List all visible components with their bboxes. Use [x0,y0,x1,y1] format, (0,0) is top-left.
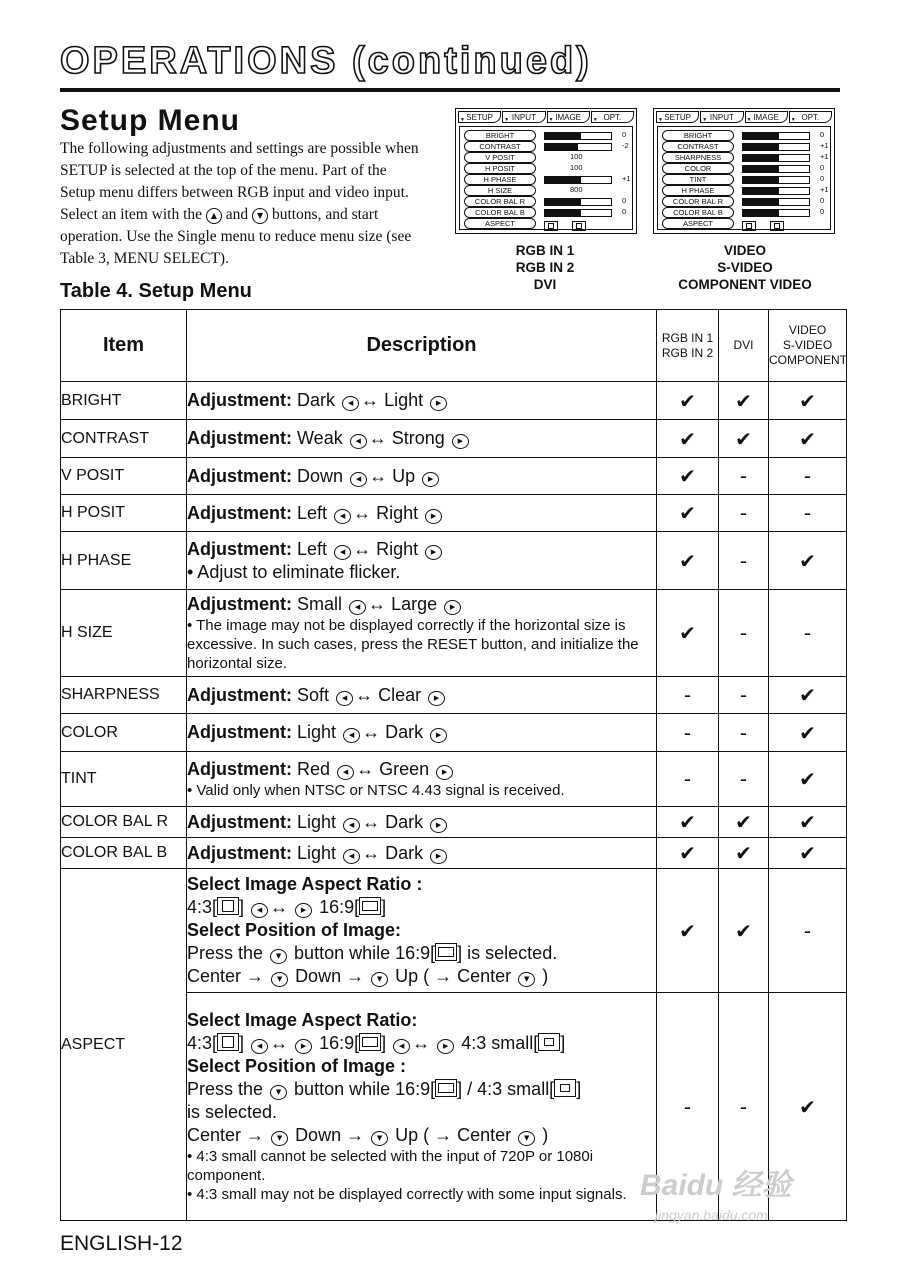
video-cell: - [769,590,847,677]
menu-row-value: 0 [622,196,627,205]
menu-row-bar-fill [743,199,779,205]
table-row [61,869,847,993]
menu-row-bar-fill [743,144,779,150]
page-title: OPERATIONS (continued) [60,40,592,82]
item-cell: COLOR BAL B [61,838,187,869]
rgb-cell: ✔ [657,495,719,532]
menu-row-label: COLOR BAL R [662,196,734,207]
header-dvi: DVI [719,310,769,382]
caption-line: RGB IN 1 [515,243,575,258]
menu-row-bar [742,209,810,217]
menu-row-bar-fill [545,199,581,205]
left-button-icon: ◀ [342,396,359,411]
menu-row-bar [544,132,612,140]
item-cell: ASPECT [61,869,187,1221]
video-cell: - [769,869,847,993]
item-cell: H POSIT [61,495,187,532]
description-cell: Adjustment: Left ◀ ↔ Right ▶ • Adjust to eliminate flicker. [187,532,657,590]
menu-row-label: H SIZE [464,185,536,196]
menu-row-value: 0 [622,130,627,139]
menu-row-label: TINT [662,174,734,185]
menu-row [662,196,830,206]
header-item: Item [61,310,187,382]
description-cell: Adjustment: Light ◀ ↔ Dark ▶ [187,714,657,752]
caption-line: DVI [533,277,557,292]
item-cell: SHARPNESS [61,677,187,714]
menu-row-bar [742,154,810,162]
dvi-cell: ✔ [719,382,769,420]
menu-row-bar-fill [743,155,779,161]
description-cell: Adjustment: Dark ◀ ↔ Light ▶ [187,382,657,420]
aspect-icon [544,221,558,231]
menu-tab-image: ▼ IMAGE [745,111,788,123]
aspect-4-3-icon [217,1033,239,1051]
left-button-icon: ◀ [334,545,351,560]
menu-row-label: H PHASE [464,174,536,185]
menu-row-bar [742,143,810,151]
description-cell: Adjustment: Soft ◀ ↔ Clear ▶ [187,677,657,714]
item-cell: CONTRAST [61,420,187,458]
description-cell: Adjustment: Red ◀ ↔ Green ▶ • Valid only when NTSC or NTSC 4.43 signal is received. [187,752,657,807]
rgb-cell: ✔ [657,590,719,677]
menu-row-label: SHARPNESS [662,152,734,163]
left-button-icon: ◀ [349,600,366,615]
menu-row-bar [544,198,612,206]
menu-mockup-rgb [455,108,637,234]
aspect-16-9-icon [359,897,381,915]
right-button-icon: ▶ [444,600,461,615]
menu-row-bar-fill [545,144,578,150]
menu-row-bar [544,209,612,217]
rgb-cell: ✔ [657,869,719,993]
menu-row-label: BRIGHT [464,130,536,141]
dvi-cell: - [719,532,769,590]
dvi-cell: ✔ [719,838,769,869]
up-button-icon: ▲ [206,208,222,224]
left-button-icon: ◀ [350,434,367,449]
menu-row [662,130,830,140]
description-note: • Valid only when NTSC or NTSC 4.43 signal is received. [187,782,565,799]
menu-row-bar-fill [545,177,581,183]
dvi-cell: - [719,590,769,677]
menu-body [459,126,633,230]
rgb-cell: ✔ [657,382,719,420]
menu-row [662,163,830,173]
watermark-url: jingyan.baidu.com [655,1207,768,1223]
left-button-icon: ◀ [251,1039,268,1054]
table-row [61,382,847,420]
menu-row [662,207,830,217]
menu-row [662,185,830,195]
header-description: Description [187,310,657,382]
menu-row [464,207,632,217]
menu-row-value: -2 [622,141,629,150]
rgb-cell: - [657,993,719,1221]
page-footer: ENGLISH-12 [60,1232,183,1255]
left-button-icon: ◀ [343,818,360,833]
menu-row-bar-fill [743,166,779,172]
caption-line: S-VIDEO [717,260,773,275]
table-title: Table 4. Setup Menu [60,280,252,302]
description-cell: Adjustment: Light ◀ ↔ Dark ▶ [187,838,657,869]
video-cell: ✔ [769,807,847,838]
rgb-cell: ✔ [657,838,719,869]
aspect-4-3-small-icon [554,1079,576,1097]
aspect-16-9-icon [435,1079,457,1097]
dvi-cell: - [719,677,769,714]
rgb-cell: ✔ [657,458,719,495]
menu-row [464,141,632,151]
description-line: is selected. [187,1102,278,1122]
item-cell: V POSIT [61,458,187,495]
down-button-icon: ▼ [270,1085,287,1100]
table-row [61,458,847,495]
menu-caption-rgb [455,242,635,293]
aspect-icon [770,221,784,231]
right-button-icon: ▶ [295,1039,312,1054]
right-button-icon: ▶ [452,434,469,449]
menu-row-value: 100 [570,163,583,172]
menu-row-label: COLOR [662,163,734,174]
menu-row [464,163,632,173]
setup-menu-table [60,309,847,1221]
menu-row-value: +1 [820,185,829,194]
menu-row-label: COLOR BAL R [464,196,536,207]
video-cell: ✔ [769,382,847,420]
table-row [61,677,847,714]
table-row [61,495,847,532]
menu-row-value: +1 [820,141,829,150]
menu-row-label: V POSIT [464,152,536,163]
menu-row-bar [742,165,810,173]
description-note: • 4:3 small may not be displayed correctly with some input signals. [187,1186,627,1203]
table-header-row [61,310,847,382]
menu-row-bar [742,187,810,195]
menu-row-bar-fill [743,188,779,194]
header-rgb: RGB IN 1 RGB IN 2 [657,310,719,382]
menu-row-bar [742,198,810,206]
table-row [61,590,847,677]
dvi-cell: - [719,752,769,807]
down-button-icon: ▼ [518,972,535,987]
right-button-icon: ▶ [422,472,439,487]
menu-row-value: 0 [820,207,825,216]
left-button-icon: ◀ [251,903,268,918]
menu-row-bar [544,176,612,184]
menu-row-bar-fill [743,133,779,139]
menu-row-bar-fill [743,177,779,183]
menu-row-value: +1 [820,152,829,161]
dvi-cell: - [719,714,769,752]
down-button-icon: ▼ [371,972,388,987]
description-note: • The image may not be displayed correctly if the horizontal size is excessive. In such cases, press the RESET button, and initialize the horizontal size. [187,617,639,672]
down-button-icon: ▼ [271,1131,288,1146]
menu-tab-input: ▼ INPUT [700,111,743,123]
caption-line: RGB IN 2 [515,260,575,275]
header-video: VIDEO S-VIDEO COMPONENT [769,310,847,382]
video-cell: ✔ [769,677,847,714]
title-rule [60,88,840,92]
menu-row-bar-fill [743,210,779,216]
menu-aspect-icons [544,218,600,228]
item-cell: H SIZE [61,590,187,677]
menu-row [464,196,632,206]
intro-paragraph: The following adjustments and settings are possible when SETUP is selected at the top of the menu. Part of the Setup menu differs between RGB input and video input. Select an item with the ▲ and ▼ buttons, and start operation. Use the Single menu to reduce menu size (see Table 3, MENU SELECT). [60,140,419,267]
menu-tab-setup: ▼ SETUP [458,111,501,123]
menu-row [662,141,830,151]
menu-row [662,152,830,162]
video-cell: ✔ [769,420,847,458]
rgb-cell: - [657,677,719,714]
right-button-icon: ▶ [430,818,447,833]
menu-row-bar-fill [545,133,581,139]
menu-row-value: 0 [622,207,627,216]
table-row [61,714,847,752]
menu-tab-setup: ▼ SETUP [656,111,699,123]
menu-row [464,174,632,184]
aspect-4-3-small-icon [538,1033,560,1051]
video-cell: ✔ [769,532,847,590]
rgb-cell: - [657,714,719,752]
menu-caption-video [640,242,850,293]
video-cell: ✔ [769,752,847,807]
menu-row-bar [742,132,810,140]
dvi-cell: - [719,495,769,532]
menu-tab-opt: ▼ OPT. [591,111,634,123]
table-row [61,838,847,869]
menu-row [662,218,830,228]
menu-row-label: CONTRAST [662,141,734,152]
aspect-16-9-icon [435,943,457,961]
description-note: • Adjust to eliminate flicker. [187,561,401,582]
video-cell: ✔ [769,714,847,752]
right-button-icon: ▶ [430,728,447,743]
dvi-cell: ✔ [719,420,769,458]
right-button-icon: ▶ [430,396,447,411]
right-button-icon: ▶ [428,691,445,706]
menu-tab-image: ▼ IMAGE [547,111,590,123]
right-button-icon: ▶ [430,849,447,864]
menu-body [657,126,831,230]
down-button-icon: ▼ [371,1131,388,1146]
video-cell: - [769,458,847,495]
menu-row-value: 0 [820,163,825,172]
menu-mockup-video [653,108,835,234]
left-button-icon: ◀ [334,509,351,524]
menu-row [464,152,632,162]
description-cell: Adjustment: Small ◀ ↔ Large ▶ • The image may not be displayed correctly if the horizontal size is excessive. In such cases, press the RESET button, and initialize the horizontal size. [187,590,657,677]
table-row [61,807,847,838]
menu-row-label: H POSIT [464,163,536,174]
menu-row-label: ASPECT [464,218,536,229]
menu-row-label: ASPECT [662,218,734,229]
left-button-icon: ◀ [350,472,367,487]
left-button-icon: ◀ [336,691,353,706]
aspect-4-3-icon [217,897,239,915]
down-button-icon: ▼ [270,949,287,964]
watermark-logo: Baidu 经验 [640,1169,792,1202]
item-cell: BRIGHT [61,382,187,420]
rgb-cell: - [657,752,719,807]
dvi-cell: ✔ [719,807,769,838]
caption-line: VIDEO [723,243,766,258]
left-button-icon: ◀ [337,765,354,780]
menu-row-bar-fill [545,210,581,216]
aspect-icon [742,221,756,231]
menu-row-label: COLOR BAL B [464,207,536,218]
left-button-icon: ◀ [393,1039,410,1054]
description-cell: Adjustment: Light ◀ ↔ Dark ▶ [187,807,657,838]
menu-row [464,130,632,140]
description-cell: Select Image Aspect Ratio : 4:3[ ] ◀ ↔ ▶ 16:9[ ] Select Position of Image: Press the ▼ button while 16:9[ ] is selected. Center → ▼ Down → ▼ Up ( → Center ▼ ) [187,869,657,993]
dvi-cell: - [719,458,769,495]
right-button-icon: ▶ [425,509,442,524]
menu-tabs [656,111,832,123]
menu-row-value: +1 [622,174,631,183]
rgb-cell: ✔ [657,807,719,838]
menu-tab-opt: ▼ OPT. [789,111,832,123]
video-cell: ✔ [769,838,847,869]
down-button-icon: ▼ [252,208,268,224]
left-button-icon: ◀ [343,728,360,743]
down-button-icon: ▼ [518,1131,535,1146]
item-cell: H PHASE [61,532,187,590]
right-button-icon: ▶ [295,903,312,918]
right-button-icon: ▶ [425,545,442,560]
menu-row-value: 0 [820,130,825,139]
menu-row-value: 100 [570,152,583,161]
menu-tabs [458,111,634,123]
menu-row-value: 0 [820,196,825,205]
caption-line: COMPONENT VIDEO [678,277,812,292]
left-button-icon: ◀ [343,849,360,864]
menu-row-label: COLOR BAL B [662,207,734,218]
item-cell: COLOR [61,714,187,752]
menu-tab-input: ▼ INPUT [502,111,545,123]
down-button-icon: ▼ [271,972,288,987]
video-cell: ✔ [769,993,847,1221]
right-button-icon: ▶ [436,765,453,780]
menu-row-value: 800 [570,185,583,194]
table-row [61,752,847,807]
dvi-cell: - [719,993,769,1221]
menu-aspect-icons [742,218,798,228]
aspect-16-9-icon [359,1033,381,1051]
menu-row [464,185,632,195]
menu-row-value: 0 [820,174,825,183]
description-cell: Adjustment: Left ◀ ↔ Right ▶ [187,495,657,532]
menu-row-bar [742,176,810,184]
menu-row-label: H PHASE [662,185,734,196]
description-cell: Select Image Aspect Ratio: 4:3[ ] ◀ ↔ ▶ 16:9[ ] ◀ ↔ ▶ 4:3 small[ ] Select Position of Image : Press the ▼ button while 16:9[ ] / 4:3 small[ ] is selected. Center → ▼ Down → ▼ Up ( → Center ▼ ) • 4:3 small cannot be selected with the input of 720P or 1080i component. • 4:3 small may not be displayed correctly with some input signals. [187,993,657,1221]
menu-row-label: CONTRAST [464,141,536,152]
right-button-icon: ▶ [437,1039,454,1054]
menu-row [662,174,830,184]
aspect-icon [572,221,586,231]
description-note: • 4:3 small cannot be selected with the input of 720P or 1080i component. [187,1148,594,1184]
section-title: Setup Menu [60,104,240,137]
video-cell: - [769,495,847,532]
menu-row-label: BRIGHT [662,130,734,141]
description-cell: Adjustment: Down ◀ ↔ Up ▶ [187,458,657,495]
rgb-cell: ✔ [657,532,719,590]
item-cell: COLOR BAL R [61,807,187,838]
dvi-cell: ✔ [719,869,769,993]
menu-row-bar [544,143,612,151]
table-row [61,532,847,590]
description-cell: Adjustment: Weak ◀ ↔ Strong ▶ [187,420,657,458]
item-cell: TINT [61,752,187,807]
menu-row [464,218,632,228]
table-row [61,420,847,458]
rgb-cell: ✔ [657,420,719,458]
